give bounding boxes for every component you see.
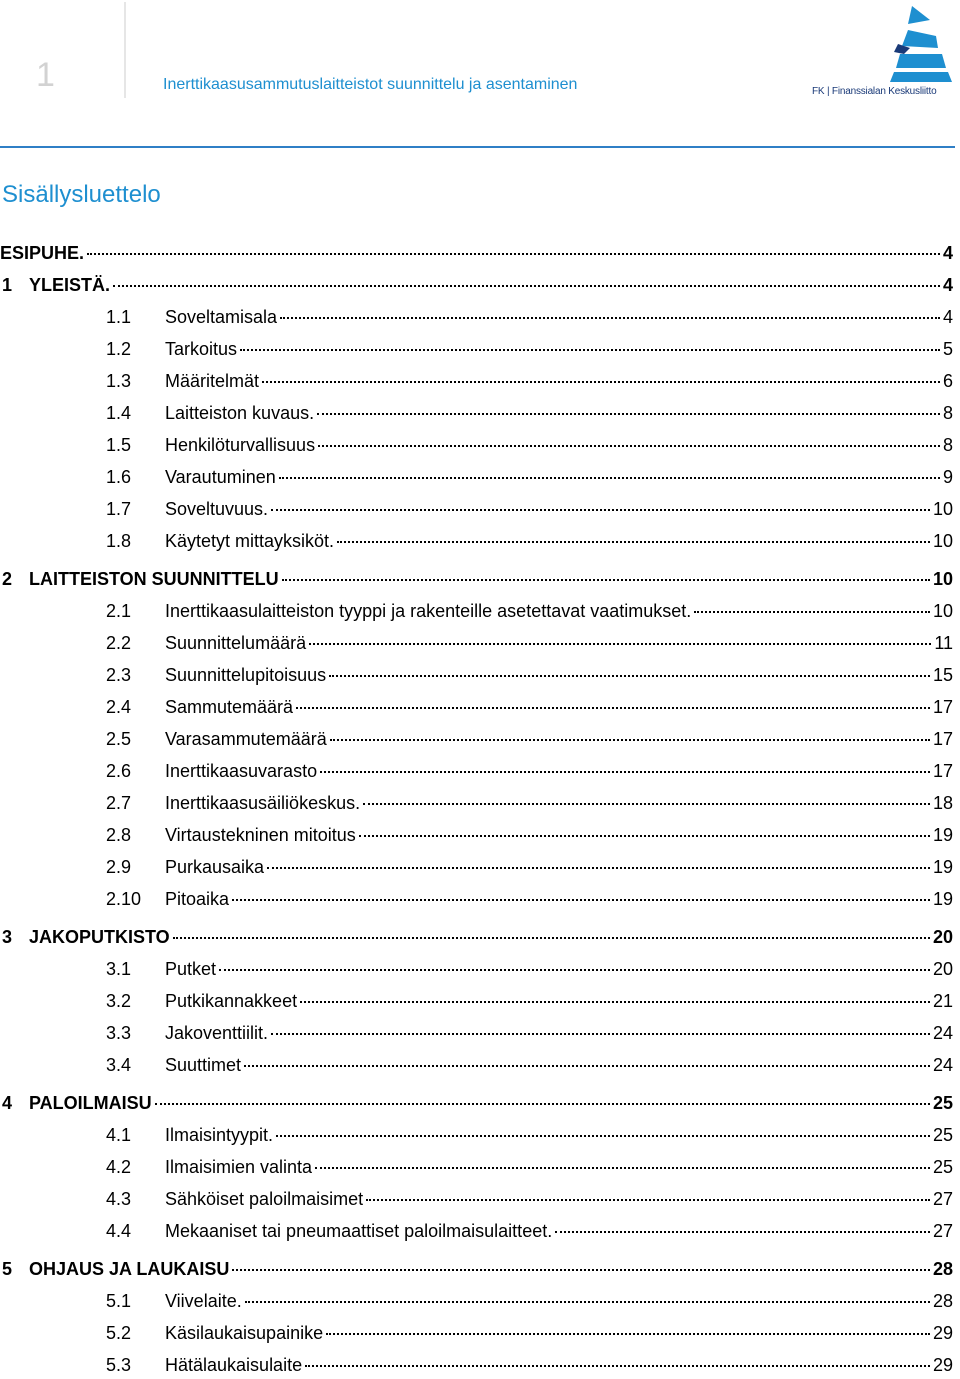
toc-entry-number: 3.3 — [106, 1023, 132, 1043]
toc-entry[interactable] — [0, 1093, 953, 1117]
toc-entry-number: 5.3 — [106, 1355, 132, 1375]
toc-dot-leader — [329, 675, 930, 677]
toc-entry-number: 3.1 — [106, 959, 132, 979]
toc-dot-leader — [244, 1065, 930, 1067]
toc-dot-leader — [262, 381, 940, 383]
toc-dot-leader — [300, 1001, 930, 1003]
toc-entry-title: Inerttikaasulaitteiston tyyppi ja rakenteille asetettavat vaatimukset. — [165, 601, 692, 621]
toc-entry-title: Suunnittelumäärä — [165, 633, 307, 653]
toc-entry-number: 2.10 — [106, 889, 142, 909]
toc-entry-title: Inerttikaasuvarasto — [165, 761, 318, 781]
toc-entry-title: Käsilaukaisupainike — [165, 1323, 324, 1343]
toc-entry-title: Tarkoitus — [165, 339, 238, 359]
toc-entry-title: YLEISTÄ. — [29, 275, 111, 295]
toc-dot-leader — [276, 1135, 930, 1137]
toc-entry-number: 2 — [2, 569, 13, 589]
toc-entry-page: 4 — [942, 275, 953, 295]
toc-entry-page: 11 — [934, 633, 953, 653]
toc-entry-page: 18 — [932, 793, 953, 813]
toc-dot-leader — [280, 317, 940, 319]
toc-dot-leader — [309, 643, 931, 645]
toc-entry[interactable] — [0, 1157, 953, 1181]
toc-entry-number: 1.4 — [106, 403, 132, 423]
toc-entry-title: Varautuminen — [165, 467, 276, 487]
toc-entry-title: Soveltamisala — [165, 307, 278, 327]
toc-entry[interactable] — [0, 959, 953, 983]
toc-entry[interactable] — [0, 1023, 953, 1047]
toc-entry-number: 1.6 — [106, 467, 132, 487]
toc-entry[interactable] — [0, 761, 953, 785]
toc-entry-page: 19 — [932, 857, 953, 877]
toc-entry[interactable] — [0, 793, 953, 817]
toc-entry-number: 2.8 — [106, 825, 132, 845]
toc-entry[interactable] — [0, 307, 953, 331]
toc-dot-leader — [320, 771, 930, 773]
toc-entry-title: ESIPUHE. — [0, 243, 85, 263]
toc-entry[interactable] — [0, 243, 953, 267]
toc-entry-page: 29 — [932, 1323, 953, 1343]
toc-entry-page: 25 — [932, 1157, 953, 1177]
toc-entry-title: Inerttikaasusäiliökeskus. — [165, 793, 361, 813]
toc-entry-title: LAITTEISTON SUUNNITTELU — [29, 569, 279, 589]
toc-dot-leader — [219, 969, 930, 971]
toc-entry[interactable] — [0, 435, 953, 459]
toc-entry[interactable] — [0, 991, 953, 1015]
toc-entry-number: 1.5 — [106, 435, 132, 455]
toc-entry-page: 17 — [932, 697, 953, 717]
toc-entry-title: Purkausaika — [165, 857, 265, 877]
toc-entry-title: Ilmaisintyypit. — [165, 1125, 274, 1145]
toc-dot-leader — [232, 1269, 930, 1271]
toc-entry-title: Määritelmät — [165, 371, 260, 391]
toc-entry-title: Ilmaisimien valinta — [165, 1157, 313, 1177]
toc-entry-title: OHJAUS JA LAUKAISU — [29, 1259, 230, 1279]
toc-entry[interactable] — [0, 857, 953, 881]
toc-dot-leader — [232, 899, 930, 901]
toc-entry-page: 29 — [932, 1355, 953, 1375]
toc-entry-number: 1.8 — [106, 531, 132, 551]
toc-entry-number: 5.2 — [106, 1323, 132, 1343]
toc-entry-title: Virtaustekninen mitoitus — [165, 825, 356, 845]
toc-entry[interactable] — [0, 339, 953, 363]
toc-entry-page: 4 — [942, 307, 953, 327]
toc-entry[interactable] — [0, 1259, 953, 1283]
toc-dot-leader — [282, 579, 930, 581]
toc-entry-number: 4.1 — [106, 1125, 132, 1145]
toc-dot-leader — [267, 867, 930, 869]
toc-entry-page: 8 — [942, 403, 953, 423]
toc-entry-title: Mekaaniset tai pneumaattiset paloilmaisulaitteet. — [165, 1221, 553, 1241]
toc-entry-page: 10 — [932, 499, 953, 519]
toc-entry[interactable] — [0, 467, 953, 491]
toc-entry-number: 1.2 — [106, 339, 132, 359]
toc-entry-page: 6 — [942, 371, 953, 391]
toc-entry-title: Sähköiset paloilmaisimet — [165, 1189, 364, 1209]
toc-entry-title: Suuttimet — [165, 1055, 242, 1075]
toc-entry-page: 27 — [932, 1221, 953, 1241]
header-divider — [124, 2, 126, 98]
toc-dot-leader — [296, 707, 930, 709]
toc-dot-leader — [245, 1301, 930, 1303]
toc-entry-number: 3.4 — [106, 1055, 132, 1075]
toc-entry-title: Käytetyt mittayksiköt. — [165, 531, 335, 551]
toc-entry-number: 4 — [2, 1093, 13, 1113]
toc-entry-number: 2.9 — [106, 857, 132, 877]
toc-entry-number: 1.7 — [106, 499, 132, 519]
toc-entry-number: 4.4 — [106, 1221, 132, 1241]
toc-entry-title: JAKOPUTKISTO — [29, 927, 170, 947]
toc-entry-title: Hätälaukaisulaite — [165, 1355, 303, 1375]
toc-entry-page: 25 — [932, 1093, 953, 1113]
toc-dot-leader — [155, 1103, 930, 1105]
toc-entry-title: Laitteiston kuvaus. — [165, 403, 315, 423]
toc-entry[interactable] — [0, 1125, 953, 1149]
toc-entry-number: 2.4 — [106, 697, 132, 717]
toc-entry[interactable] — [0, 729, 953, 753]
header-rule — [0, 146, 955, 148]
toc-entry[interactable] — [0, 1323, 953, 1347]
toc-entry-number: 5 — [2, 1259, 13, 1279]
toc-entry-title: Henkilöturvallisuus — [165, 435, 316, 455]
toc-dot-leader — [305, 1365, 930, 1367]
toc-entry-page: 20 — [932, 959, 953, 979]
toc-dot-leader — [337, 541, 930, 543]
toc-entry-number: 4.3 — [106, 1189, 132, 1209]
toc-dot-leader — [315, 1167, 930, 1169]
toc-entry[interactable] — [0, 1221, 953, 1245]
toc-entry-number: 2.6 — [106, 761, 132, 781]
toc-entry-title: Putkikannakkeet — [165, 991, 298, 1011]
toc-dot-leader — [326, 1333, 930, 1335]
toc-entry-page: 5 — [942, 339, 953, 359]
toc-entry-number: 3.2 — [106, 991, 132, 1011]
toc-entry-title: Soveltuvuus. — [165, 499, 269, 519]
toc-entry[interactable] — [0, 825, 953, 849]
toc-entry[interactable] — [0, 601, 953, 625]
toc-entry-number: 2.2 — [106, 633, 132, 653]
toc-entry[interactable] — [0, 569, 953, 593]
toc-heading: Sisällysluettelo — [2, 181, 161, 208]
toc-entry[interactable] — [0, 697, 953, 721]
document-title: Inerttikaasusammutuslaitteistot suunnittelu ja asentaminen — [163, 76, 578, 93]
toc-entry-page: 4 — [942, 243, 953, 263]
toc-entry[interactable] — [0, 927, 953, 951]
toc-dot-leader — [694, 611, 930, 613]
toc-entry-page: 24 — [932, 1023, 953, 1043]
toc-entry-page: 19 — [932, 889, 953, 909]
toc-entry[interactable] — [0, 531, 953, 555]
toc-entry-page: 19 — [932, 825, 953, 845]
toc-entry-title: Sammutemäärä — [165, 697, 294, 717]
toc-entry-number: 2.5 — [106, 729, 132, 749]
toc-entry-number: 4.2 — [106, 1157, 132, 1177]
toc-dot-leader — [271, 509, 930, 511]
toc-entry-page: 15 — [932, 665, 953, 685]
toc-dot-leader — [279, 477, 940, 479]
toc-entry-title: PALOILMAISU — [29, 1093, 152, 1113]
toc-entry-number: 1 — [2, 275, 13, 295]
toc-dot-leader — [359, 835, 930, 837]
toc-entry-page: 21 — [932, 991, 953, 1011]
toc-entry-page: 10 — [932, 531, 953, 551]
fk-logo — [812, 2, 956, 102]
toc-entry-page: 25 — [932, 1125, 953, 1145]
toc-dot-leader — [173, 937, 930, 939]
logo-text: FK | Finanssialan Keskusliitto — [812, 86, 937, 97]
toc-entry[interactable] — [0, 1291, 953, 1315]
toc-entry-title: Putket — [165, 959, 217, 979]
toc-entry-number: 5.1 — [106, 1291, 132, 1311]
toc-entry-title: Jakoventtiilit. — [165, 1023, 269, 1043]
toc-entry-title: Viivelaite. — [165, 1291, 242, 1311]
toc-dot-leader — [366, 1199, 930, 1201]
toc-dot-leader — [363, 803, 930, 805]
toc-dot-leader — [318, 445, 940, 447]
toc-entry[interactable] — [0, 371, 953, 395]
toc-entry-title: Varasammutemäärä — [165, 729, 327, 749]
toc-entry-number: 2.7 — [106, 793, 132, 813]
toc-entry-page: 17 — [932, 761, 953, 781]
toc-dot-leader — [87, 253, 940, 255]
toc-entry-title: Pitoaika — [165, 889, 230, 909]
toc-dot-leader — [317, 413, 940, 415]
toc-entry-page: 28 — [932, 1291, 953, 1311]
toc-entry-page: 17 — [932, 729, 953, 749]
toc-entry-page: 10 — [932, 569, 953, 589]
toc-entry[interactable] — [0, 1189, 953, 1213]
toc-entry[interactable] — [0, 633, 953, 657]
toc-entry-number: 1.1 — [106, 307, 132, 327]
toc-entry[interactable] — [0, 665, 953, 689]
toc-entry-number: 2.3 — [106, 665, 132, 685]
toc-entry-number: 1.3 — [106, 371, 132, 391]
toc-entry-number: 2.1 — [106, 601, 132, 621]
toc-dot-leader — [240, 349, 940, 351]
toc-entry-page: 28 — [932, 1259, 953, 1279]
toc-entry-page: 8 — [942, 435, 953, 455]
toc-dot-leader — [555, 1231, 930, 1233]
toc-entry[interactable] — [0, 403, 953, 427]
toc-entry[interactable] — [0, 275, 953, 299]
toc-entry-title: Suunnittelupitoisuus — [165, 665, 327, 685]
toc-entry-page: 10 — [932, 601, 953, 621]
toc-entry[interactable] — [0, 1355, 953, 1379]
toc-entry-page: 27 — [932, 1189, 953, 1209]
toc-entry-page: 9 — [942, 467, 953, 487]
toc-entry[interactable] — [0, 889, 953, 913]
toc-entry-page: 24 — [932, 1055, 953, 1075]
toc-entry[interactable] — [0, 499, 953, 523]
toc-dot-leader — [113, 285, 940, 287]
toc-dot-leader — [330, 739, 930, 741]
toc-dot-leader — [271, 1033, 930, 1035]
toc-entry-number: 3 — [2, 927, 13, 947]
toc-entry-page: 20 — [932, 927, 953, 947]
fk-logo-mark-icon — [812, 2, 956, 86]
page-number: 1 — [36, 56, 55, 94]
toc-entry[interactable] — [0, 1055, 953, 1079]
